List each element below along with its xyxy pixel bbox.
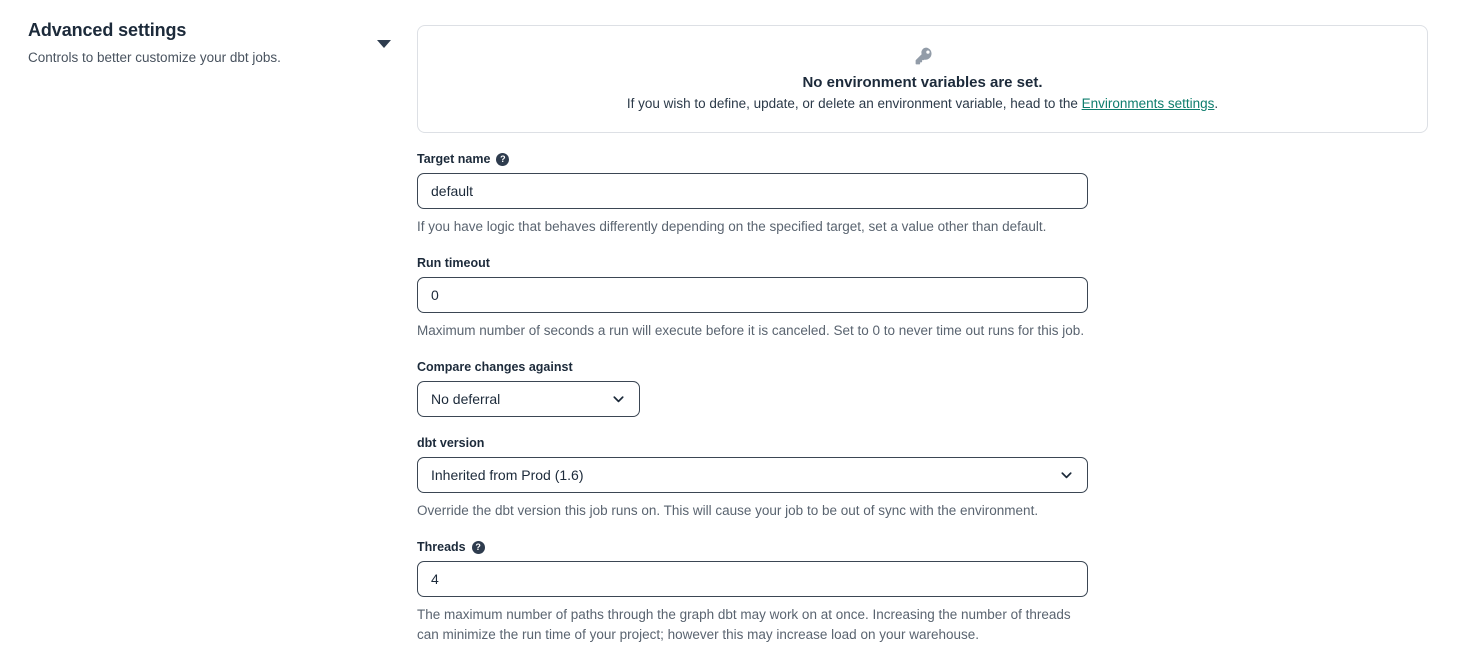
compare-changes-selected-value: No deferral — [431, 391, 501, 407]
field-target-name — [417, 152, 1088, 237]
env-banner-message-suffix: . — [1214, 96, 1219, 111]
key-icon — [912, 45, 934, 67]
chevron-down-icon — [1059, 468, 1074, 483]
threads-label-text: Threads — [417, 540, 466, 554]
field-dbt-version — [417, 436, 1088, 521]
dbt-version-label — [417, 436, 1088, 450]
threads-help-text: The maximum number of paths through the graph dbt may work on at once. Increasing the number of threads can minimize the run time of your project; however this may increase load on your warehouse. — [417, 607, 1071, 642]
env-banner-title: No environment variables are set. — [802, 74, 1043, 91]
dbt-version-help-text: Override the dbt version this job runs on. This will cause your job to be out of sync with the environment. — [417, 503, 1039, 518]
dbt-version-selected-value: Inherited from Prod (1.6) — [431, 467, 584, 483]
run-timeout-label-text: Run timeout — [417, 256, 490, 270]
threads-label — [417, 540, 1088, 554]
run-timeout-help-text: Maximum number of seconds a run will execute before it is canceled. Set to 0 to never time out runs for this job. — [417, 323, 1085, 338]
target-name-label — [417, 152, 1088, 166]
compare-changes-label-text: Compare changes against — [417, 360, 573, 374]
page-subtitle: Controls to better customize your dbt jobs. — [28, 50, 281, 65]
compare-changes-select[interactable] — [417, 381, 640, 417]
dbt-version-select[interactable] — [417, 457, 1088, 493]
target-name-help-text: If you have logic that behaves differently depending on the specified target, set a value other than default. — [417, 219, 1047, 234]
run-timeout-input[interactable] — [417, 277, 1088, 313]
environments-settings-link[interactable]: Environments settings — [1081, 96, 1215, 111]
compare-changes-label — [417, 360, 1088, 374]
collapse-caret-icon[interactable] — [377, 40, 391, 48]
help-icon[interactable]: ? — [496, 153, 509, 166]
field-threads — [417, 540, 1088, 645]
env-variables-card — [417, 25, 1428, 133]
target-name-label-text: Target name — [417, 152, 491, 166]
env-banner-message-prefix: If you wish to define, update, or delete an environment variable, head to the — [626, 96, 1082, 111]
env-banner-message — [627, 96, 1218, 111]
run-timeout-label — [417, 256, 1088, 270]
chevron-down-icon — [611, 392, 626, 407]
page-title: Advanced settings — [28, 20, 187, 40]
advanced-settings-header — [28, 20, 368, 65]
field-compare-changes — [417, 360, 1088, 417]
advanced-settings-panel — [417, 25, 1428, 664]
field-run-timeout — [417, 256, 1088, 341]
dbt-version-label-text: dbt version — [417, 436, 485, 450]
threads-input[interactable] — [417, 561, 1088, 597]
advanced-settings-form — [417, 152, 1088, 645]
target-name-input[interactable] — [417, 173, 1088, 209]
help-icon[interactable]: ? — [472, 541, 485, 554]
